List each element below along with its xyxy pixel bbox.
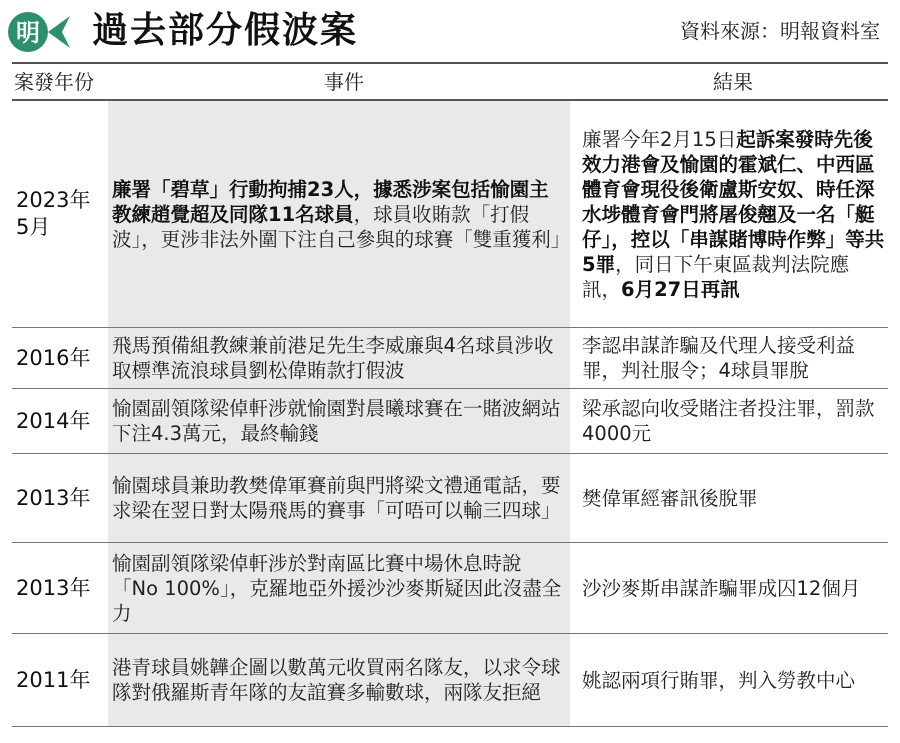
row-year: 2016年 [16,345,91,370]
row-year: 2014年 [16,408,91,433]
table-row [12,543,888,633]
row-result: 梁承認向收受賭注者投注罪，罰款4000元 [582,397,875,445]
logo-char: 明 [16,19,40,47]
column-header-event: 事件 [324,70,364,94]
row-year: 2013年 [16,485,91,510]
row-event: 飛馬預備組教練兼前港足先生李威廉與4名球員涉收取標準流浪球員劉松偉賄款打假波 [108,328,570,388]
table-row [12,101,888,327]
top-rule [12,62,888,64]
column-header-result: 結果 [713,70,753,94]
table-row [12,634,888,726]
table-row [12,328,888,388]
row-event: 愉園球員兼助教樊偉軍賽前與門將梁文禮通電話，要求梁在翌日對太陽飛馬的賽事「可唔可以輸三四球」 [108,454,570,542]
row-event: 廉署「碧草」行動拘捕23人，據悉涉案包括愉園主教練趙覺超及同隊11名球員，球員收賄款「打假波」，更涉非法外圍下注自己參與的球賽「雙重獲利」 [108,101,570,327]
result-highlight-2: 6月27日再訊 [621,277,740,301]
result-highlight: 起訴案發時先後效力港會及愉園的霍斌仁、中西區體育會現役後衛盧斯安奴、時任深水埗體育會門將屠俊翹及一名「艇仔」，控以「串謀賭博時作弊」等共5罪 [582,127,885,276]
bottom-rule [12,726,888,727]
row-result: 沙沙麥斯串謀詐騙罪成囚12個月 [582,576,861,600]
row-result: 廉署今年2月15日起訴案發時先後效力港會及愉園的霍斌仁、中西區體育會現役後衛盧斯安奴、時任深水埗體育會門將屠俊翹及一名「艇仔」，控以「串謀賭博時作弊」等共5罪，同日下午東區裁判法院應訊，6月27日再訊 [582,127,885,301]
source-note: 資料來源：明報資料室 [680,19,880,43]
row-event: 港青球員姚韡企圖以數萬元收買兩名隊友，以求令球隊對俄羅斯青年隊的友誼賽多輸數球，兩隊友拒絕 [108,634,570,726]
row-result: 姚認兩項行賄罪，判入勞教中心 [582,668,856,692]
header [0,0,900,62]
event-highlight: 廉署「碧草」行動拘捕23人，據悉涉案包括愉園主教練趙覺超及同隊11名球員 [112,177,549,226]
row-event: 愉園副領隊梁倬軒涉就愉園對晨曦球賽在一賭波網站下注4.3萬元，最終輸錢 [108,389,570,453]
ming-pao-logo [4,8,76,56]
row-result: 樊偉軍經審訊後脫罪 [582,486,758,510]
row-result: 李認串謀詐騙及代理人接受利益罪，判社服令；4球員罪脫 [582,334,856,382]
table-row [12,454,888,542]
row-event: 愉園副領隊梁倬軒涉於對南區比賽中場休息時說「No 100%」，克羅地亞外援沙沙麥斯疑因此沒盡全力 [108,543,570,633]
row-year: 2023年 5月 [16,188,91,239]
table-row [12,389,888,453]
row-year: 2011年 [16,667,91,692]
row-year: 2013年 [16,575,91,600]
page-title: 過去部分假波案 [92,10,359,51]
column-header-year: 案發年份 [14,70,94,94]
